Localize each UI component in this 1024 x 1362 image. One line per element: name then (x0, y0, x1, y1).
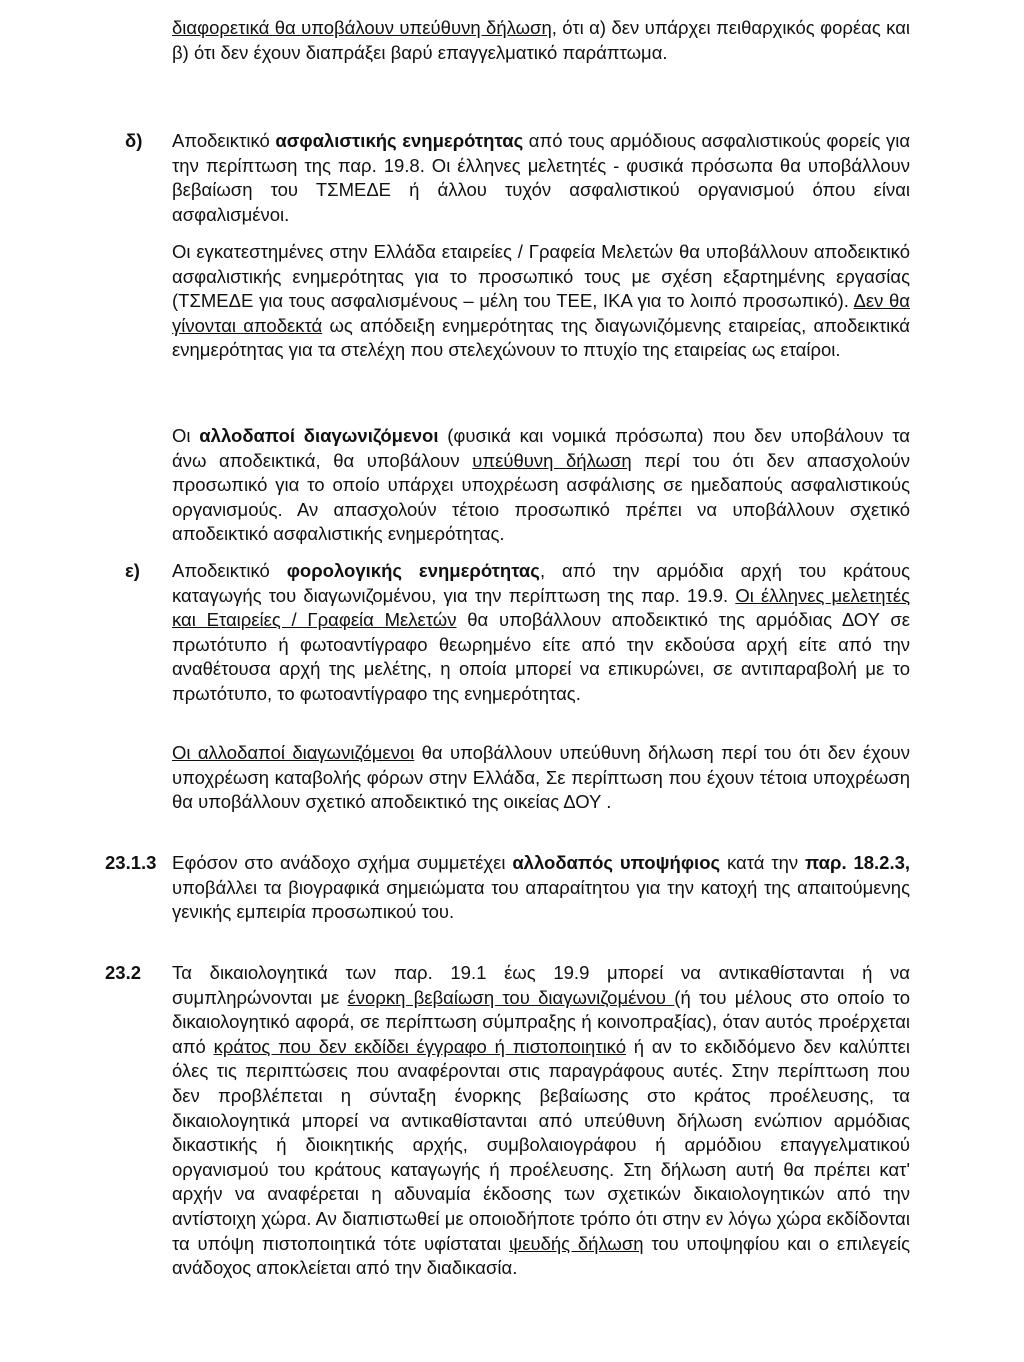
bold-term: αλλοδαποί διαγωνιζόμενοι (199, 425, 439, 446)
paragraph-tax-clearance: Αποδεικτικό φορολογικής ενημερότητας, από την αρμόδια αρχή του κράτους καταγωγής του διαγωνιζομένου, για την περίπτωση της παρ. 19.9. Οι έλληνες μελετητές και Εταιρείες / Γραφεία Μελετών θα υποβάλλουν αποδεικτικό της αρμόδιας ΔΟΥ σε πρωτότυπο ή φωτοαντίγραφο θεωρημένο είτε από την εκδούσα αρχή είτε από την αναθέτουσα αρχή της μελέτης, η οποία μπορεί να επικυρώνει, σε αντιπαραβολή με το πρωτότυπο, το φωτοαντίγραφο της ενημερότητας. (172, 560, 911, 704)
bold-term: φορολογικής ενημερότητας (286, 560, 540, 581)
underlined-phrase: ψευδής δήλωση (509, 1232, 644, 1254)
underlined-phrase: κράτος που δεν εκδίδει έγγραφο ή πιστοποιητικό (213, 1035, 626, 1057)
underlined-phrase: ένορκη βεβαίωση του διαγωνιζομένου (347, 986, 675, 1008)
item-label-delta: δ) (125, 130, 143, 151)
item-label-epsilon: ε) (125, 560, 140, 581)
bold-term: ασφαλιστικής ενημερότητας (275, 130, 524, 151)
bold-reference: παρ. 18.2.3, (804, 852, 911, 873)
section-number-23-1-3: 23.1.3 (105, 852, 157, 873)
underlined-statement: διαφορετικά θα υποβάλουν υπεύθυνη δήλωση (172, 17, 552, 38)
paragraph-insurance-clearance: Αποδεικτικό ασφαλιστικής ενημερότητας από τους αρμόδιους ασφαλιστικούς φορείς για την περίπτωση της παρ. 19.8. Οι έλληνες μελετητές - φυσικά πρόσωπα θα υποβάλλουν βεβαίωση του ΤΣΜΕΔΕ ή άλλου τυχόν ασφαλιστικού οργανισμού όπου είναι ασφαλισμένοι. (172, 130, 911, 225)
section-number-23-2: 23.2 (105, 962, 142, 983)
underlined-phrase: Οι έλληνες μελετητές και Εταιρείες / Γραφεία Μελετών (172, 584, 911, 631)
paragraph-23-2: Τα δικαιολογητικά των παρ. 19.1 έως 19.9 μπορεί να αντικαθίστανται ή να συμπληρώνονται με ένορκη βεβαίωση του διαγωνιζομένου (ή του μέλους στο οποίο το δικαιολογητικό αφορά, σε περίπτωση σύμπραξης ή κοινοπραξίας), όταν αυτός προέρχεται από κράτος που δεν εκδίδει έγγραφο ή πιστοποιητικό ή αν το εκδιδόμενο δεν καλύπτει όλες τις περιπτώσεις που αναφέρονται στις παραγράφους αυτές. Στην περίπτωση που δεν προβλέπεται η σύνταξη ένορκης βεβαίωσης στο κράτος προέλευσης, τα δικαιολογητικά μπορεί να αντικαθίστανται από υπεύθυνη δήλωση ενώπιον αρμόδιας δικαστικής ή διοικητικής αρχής, συμβολαιογράφου ή αρμόδιου επαγγελματικού οργανισμού του κράτους καταγωγής ή προέλευσης. Στη δήλωση αυτή θα πρέπει κατ' αρχήν να αναφέρεται η αδυναμία έκδοσης των σχετικών δικαιολογητικών από την αντίστοιχη χώρα. Αν διαπιστωθεί με οποιοδήποτε τρόπο ότι στην εν λόγω χώρα εκδίδονται τα υπόψη πιστοποιητικά τότε υφίσταται ψευδής δήλωση του υποψηφίου και ο επιλεγείς ανάδοχος αποκλείεται από την διαδικασία. (172, 962, 910, 1279)
paragraph-greek-companies: Οι εγκατεστημένες στην Ελλάδα εταιρείες / Γραφεία Μελετών θα υποβάλλουν αποδεικτικό ασφαλιστικής ενημερότητας για το προσωπικό τους με σχέση εξαρτημένης εργασίας (ΤΣΜΕΔΕ για τους ασφαλισμένους – μέλη του ΤΕΕ, ΙΚΑ για το λοιπό προσωπικό). Δεν θα γίνονται αποδεκτά ως απόδειξη ενημερότητας της διαγωνιζόμενης εταιρείας, αποδεικτικά ενημερότητας για τα στελέχη που στελεχώνουν το πτυχίο της εταιρείας ως εταίροι. (172, 241, 911, 361)
paragraph-foreign-participants: Οι αλλοδαποί διαγωνιζόμενοι (φυσικά και νομικά πρόσωπα) που δεν υποβάλουν τα άνω αποδεικτικά, θα υποβάλουν υπεύθυνη δήλωση περί του ότι δεν απασχολούν προσωπικό για το οποίο υπάρχει υποχρέωση ασφάλισης σε ημεδαπούς ασφαλιστικούς οργανισμούς. Αν απασχολούν τέτοιο προσωπικό πρέπει να υποβάλλουν σχετικό αποδεικτικό ασφαλιστικής ενημερότητας. (172, 425, 910, 545)
paragraph-foreign-tax: Οι αλλοδαποί διαγωνιζόμενοι θα υποβάλλουν υπεύθυνη δήλωση περί του ότι δεν έχουν υποχρέωση καταβολής φόρων στην Ελλάδα, Σε περίπτωση που έχουν τέτοια υποχρέωση θα υποβάλλουν σχετικό αποδεικτικό της οικείας ΔΟΥ . (172, 742, 910, 813)
paragraph-23-1-3: Εφόσον στο ανάδοχο σχήμα συμμετέχει αλλοδαπός υποψήφιος κατά την παρ. 18.2.3, υποβάλλει τα βιογραφικά σημειώματα του απαραίτητου για την κατοχή της απαιτούμενης γενικής εμπειρία προσωπικού του. (172, 852, 911, 923)
underlined-phrase: Δεν θα γίνονται αποδεκτά (172, 290, 911, 336)
underlined-phrase: υπεύθυνη δήλωση (472, 449, 632, 471)
bold-term: αλλοδαπός υποψήφιος (512, 852, 721, 873)
paragraph-intro: διαφορετικά θα υποβάλουν υπεύθυνη δήλωση, ότι α) δεν υπάρχει πειθαρχικός φορέας και β) ότι δεν έχουν διαπράξει βαρύ επαγγελματικό παράπτωμα. (172, 17, 910, 63)
underlined-phrase: Οι αλλοδαποί διαγωνιζόμενοι (172, 742, 415, 763)
